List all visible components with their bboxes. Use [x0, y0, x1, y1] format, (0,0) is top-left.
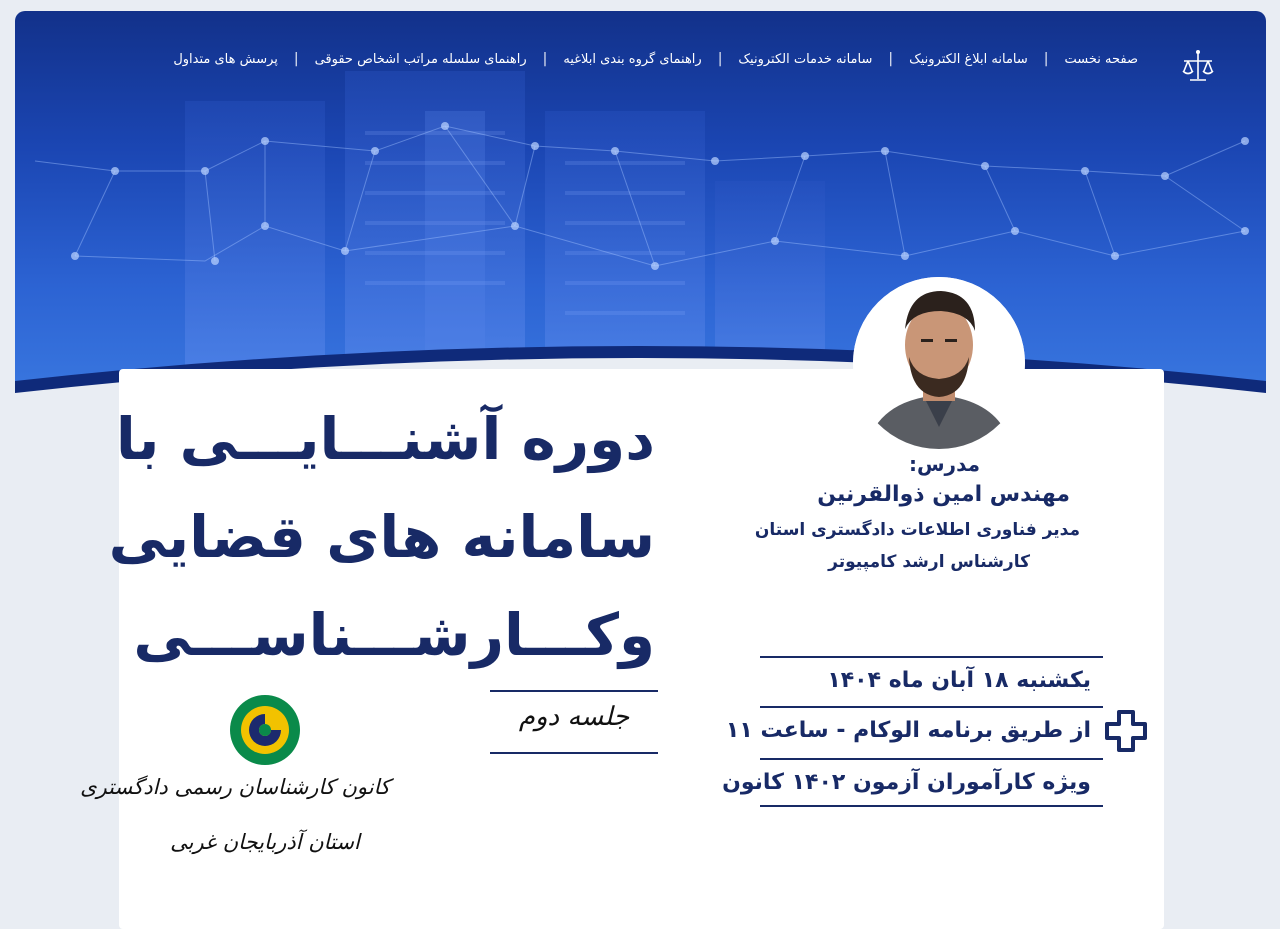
nav-separator: | — [888, 51, 894, 67]
course-title-line: وکـــارشـــناســـی — [133, 601, 655, 669]
info-divider — [760, 805, 1103, 807]
nav-separator: | — [293, 51, 299, 67]
event-date-text: یکشنبه ۱۸ آبان ماه ۱۴۰۴ — [827, 668, 1091, 693]
nav-separator: | — [542, 51, 548, 67]
nav-separator: | — [717, 51, 723, 67]
hero-banner — [15, 11, 1266, 403]
event-platform — [725, 706, 1103, 753]
event-platform-text: از طریق برنامه الوکام - ساعت ۱۱ — [725, 718, 1091, 743]
nav-electronic-notice[interactable]: سامانه ابلاغ الکترونیک — [909, 51, 1028, 67]
session-label: جلسه دوم — [518, 702, 630, 732]
nav-notice-grouping-guide[interactable]: راهنمای گروه بندی ابلاغیه — [563, 51, 702, 67]
nav-electronic-services[interactable]: سامانه خدمات الکترونیک — [738, 51, 873, 67]
instructor-label: مدرس: — [908, 452, 980, 476]
event-audience — [722, 758, 1103, 805]
instructor-name: مهندس امین ذوالقرنین — [817, 482, 1070, 507]
organization-emblem-icon — [229, 694, 301, 766]
event-date — [760, 656, 1103, 703]
nav-home[interactable]: صفحه نخست — [1064, 51, 1138, 67]
session-badge — [490, 690, 658, 754]
network-background — [15, 11, 1266, 403]
instructor-role: مدیر فناوری اطلاعات دادگستری استان — [754, 520, 1080, 540]
nav-separator: | — [1043, 51, 1049, 67]
organization-name: کانون کارشناسان رسمی دادگستری — [80, 775, 390, 799]
nav-faq[interactable]: پرسش های متداول — [173, 51, 278, 67]
course-title-line: دوره آشنـــایـــی با — [115, 405, 655, 473]
instructor-photo — [853, 277, 1025, 449]
top-navigation — [157, 51, 1154, 67]
instructor-avatar — [853, 277, 1025, 449]
course-title — [108, 390, 655, 684]
plus-cross-icon — [1103, 708, 1149, 754]
scales-of-justice-icon[interactable] — [1178, 47, 1218, 87]
course-title-line: سامانه های قضایی — [108, 503, 655, 571]
instructor-degree: کارشناس ارشد کامپیوتر — [828, 552, 1030, 572]
event-audience-text: ویژه کارآموران آزمون ۱۴۰۲ کانون — [722, 770, 1091, 795]
organization-province: استان آذربایجان غربی — [170, 830, 360, 854]
nav-legal-hierarchy-guide[interactable]: راهنمای سلسله مراتب اشخاص حقوقی — [314, 51, 527, 67]
